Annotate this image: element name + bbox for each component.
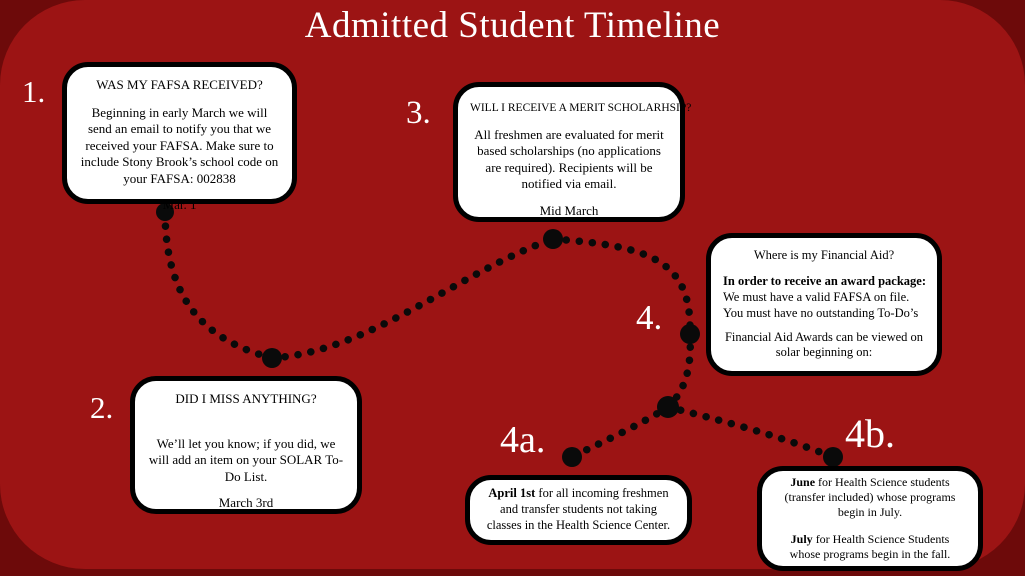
box4b-paragraph-july bbox=[774, 532, 966, 562]
dotted-connector bbox=[572, 407, 668, 457]
step-label-1: 1. bbox=[22, 74, 46, 109]
box4a-body bbox=[482, 486, 675, 534]
box1-heading: WAS MY FAFSA RECEIVED? bbox=[96, 77, 263, 92]
step-label-2: 2. bbox=[90, 390, 114, 425]
box3-body: All freshmen are evaluated for merit based scholarships (no applications are required). Recipients will be notified via email. bbox=[474, 126, 664, 192]
box4-footer: Financial Aid Awards can be viewed on solar beginning on: bbox=[724, 329, 924, 360]
box4-line3: You must have no outstanding To-Do’s bbox=[723, 305, 919, 320]
dotted-connector bbox=[272, 239, 553, 358]
timeline-node-dot bbox=[823, 447, 843, 467]
timeline-node-dot bbox=[543, 229, 563, 249]
box4-requirements bbox=[723, 274, 925, 322]
box2-date: March 3rd bbox=[218, 495, 274, 510]
dotted-connector bbox=[553, 239, 690, 334]
timeline-node-dot bbox=[262, 348, 282, 368]
box3-date: Mid March bbox=[539, 202, 599, 218]
timeline-box-4 bbox=[706, 233, 942, 376]
timeline-node-dot bbox=[680, 324, 700, 344]
timeline-node-dot bbox=[657, 396, 679, 418]
timeline-box-4a bbox=[465, 475, 692, 545]
timeline-box-1 bbox=[62, 62, 297, 212]
dotted-connector bbox=[668, 334, 690, 407]
box1-body: Beginning in early March we will send an email to notify you that we received your FAFSA. Make sure to include Stony Brook’s school code on your FAFSA: 002838 bbox=[80, 104, 279, 186]
box4-line2: We must have a valid FAFSA on file. bbox=[723, 289, 910, 304]
box4a-date-lead: April 1st bbox=[488, 486, 536, 501]
box1-date: Mar. 1 bbox=[162, 197, 197, 212]
box4a-text: for all incoming freshmen and transfer students not taking classes in the Health Science Center. bbox=[486, 486, 671, 532]
step-label-4b: 4b. bbox=[845, 411, 895, 456]
box4b-july-lead: July bbox=[790, 532, 813, 546]
timeline-box-3 bbox=[453, 82, 692, 222]
page-title: Admitted Student Timeline bbox=[304, 5, 721, 46]
box2-body: We’ll let you know; if you did, we will add an item on your SOLAR To-Do List. bbox=[148, 435, 344, 484]
box4b-june-text: for Health Science students (transfer included) whose programs begin in July. bbox=[784, 475, 956, 519]
box4b-july-text: for Health Science Students whose programs begin in the fall. bbox=[789, 532, 951, 561]
dotted-connector bbox=[668, 407, 833, 457]
box4-bold-line: In order to receive an award package: bbox=[723, 273, 926, 288]
box4b-paragraph-june bbox=[774, 475, 966, 520]
box4b-june-lead: June bbox=[790, 475, 816, 489]
step-label-4: 4. bbox=[636, 298, 663, 337]
step-label-3: 3. bbox=[406, 95, 431, 131]
step-label-4a: 4a. bbox=[500, 419, 546, 461]
dotted-connector bbox=[165, 213, 272, 358]
box3-heading: WILL I RECEIVE A MERIT SCHOLARHSIP? bbox=[470, 102, 692, 114]
box4-heading: Where is my Financial Aid? bbox=[753, 248, 895, 262]
box2-heading: DID I MISS ANYTHING? bbox=[175, 391, 317, 406]
timeline-box-2 bbox=[130, 376, 362, 514]
timeline-box-4b bbox=[757, 466, 983, 571]
timeline-node-dot bbox=[562, 447, 582, 467]
